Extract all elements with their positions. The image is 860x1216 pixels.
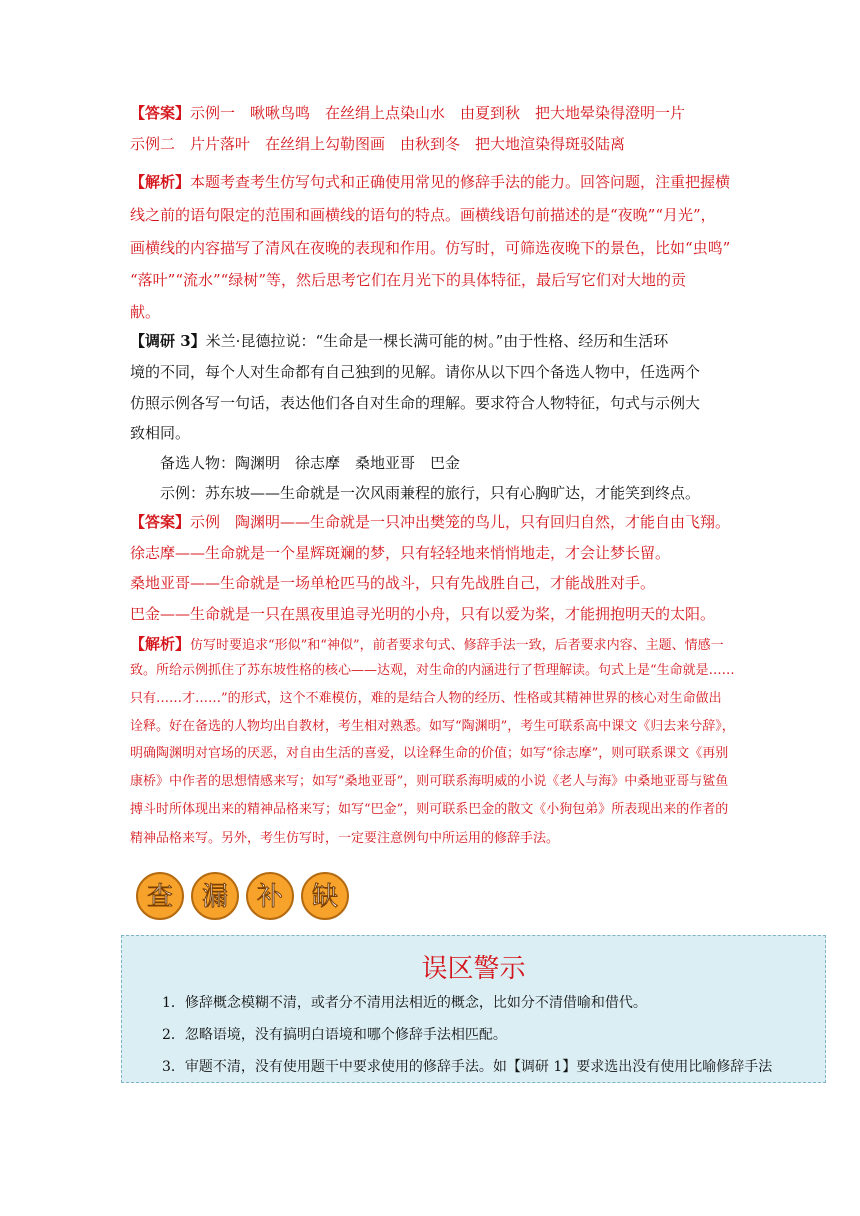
analysis1-line1: 线之前的语句限定的范围和画横线的语句的特点。画横线语句前描述的是“夜晚”“月光”， xyxy=(130,206,716,224)
svg-text:漏: 漏 xyxy=(201,882,229,912)
research3-example: 示例：苏东坡——生命就是一次风雨兼程的旅行，只有心胸旷达，才能笑到终点。 xyxy=(160,484,701,502)
analysis2-line4: 明确陶渊明对官场的厌恶，对自由生活的喜爱，以诠释生命的价值；如写“徐志摩”，则可联系课文《再别 xyxy=(130,746,729,761)
analysis1-line3: “落叶”“流水”“绿树”等，然后思考它们在月光下的具体特征，最后写它们对大地的贡 xyxy=(130,271,687,289)
warning-title: 误区警示 xyxy=(421,954,526,984)
badge-char-4 xyxy=(302,873,348,919)
analysis2-line3: 诠释。好在备选的人物均出自教材，考生相对熟悉。如写“陶渊明”，考生可联系高中课文《归去来兮辞》， xyxy=(130,719,735,734)
warning-item-1: 1．修辞概念模糊不清，或者分不清用法相近的概念，比如分不清借喻和借代。 xyxy=(162,995,647,1011)
research3-candidates: 备选人物：陶渊明 徐志摩 桑地亚哥 巴金 xyxy=(160,454,461,472)
svg-text:缺: 缺 xyxy=(311,882,339,912)
answer2-label: 【答案】 xyxy=(130,513,191,531)
research3-line0 xyxy=(130,331,668,351)
answer1-line1 xyxy=(130,103,685,123)
analysis1-text0: 本题考查考生仿写句式和正确使用常见的修辞手法的能力。回答问题，注重把握横 xyxy=(190,173,731,191)
research3-text0: 米兰·昆德拉说：“生命是一棵长满可能的树。”由于性格、经历和生活环 xyxy=(205,332,669,350)
answer-label: 【答案】 xyxy=(130,104,191,122)
analysis2-line7: 精神品格来写。另外，考生仿写时，一定要注意例句中所运用的修辞手法。 xyxy=(130,831,560,846)
analysis2-line6: 搏斗时所体现出来的精神品格来写；如写“巴金”，则可联系巴金的散文《小狗包弟》所表现出来的作者的 xyxy=(130,802,729,817)
check-gaps-badge xyxy=(130,868,360,920)
research3-label: 【调研 3】 xyxy=(130,332,206,350)
answer2-line2: 桑地亚哥——生命就是一场单枪匹马的战斗，只有先战胜自己，才能战胜对手。 xyxy=(130,574,656,592)
answer2-line3: 巴金——生命就是一只在黑夜里追寻光明的小舟，只有以爱为桨，才能拥抱明天的太阳。 xyxy=(130,605,716,623)
research3-line2: 仿照示例各写一句话，表达他们各自对生命的理解。要求符合人物特征，句式与示例大 xyxy=(130,394,701,412)
analysis2-line2: 只有……才……”的形式，这个不难模仿，难的是结合人物的经历、性格或其精神世界的核心对生命做出 xyxy=(130,691,722,706)
svg-text:补: 补 xyxy=(256,882,284,912)
warning-box xyxy=(121,935,826,1083)
analysis-label: 【解析】 xyxy=(130,173,191,191)
analysis1-line2: 画横线的内容描写了清风在夜晚的表现和作用。仿写时，可筛选夜晚下的景色，比如“虫鸣” xyxy=(130,239,731,257)
answer1-line2: 示例二 片片落叶 在丝绢上勾勒图画 由秋到冬 把大地渲染得斑驳陆离 xyxy=(130,135,626,153)
analysis1-line0 xyxy=(130,172,730,192)
answer2-line1: 徐志摩——生命就是一个星辉斑斓的梦，只有轻轻地来悄悄地走，才会让梦长留。 xyxy=(130,544,671,562)
research3-line1: 境的不同，每个人对生命都有自己独到的见解。请你从以下四个备选人物中，任选两个 xyxy=(130,363,701,381)
analysis2-line1: 致。所给示例抓住了苏东坡性格的核心——达观，对生命的内涵进行了哲理解读。句式上是“生命就是…… xyxy=(130,663,735,678)
badge-char-1 xyxy=(137,873,183,919)
badge-char-3 xyxy=(247,873,293,919)
analysis2-label: 【解析】 xyxy=(130,635,191,653)
analysis2-line5: 康桥》中作者的思想情感来写；如写“桑地亚哥”，则可联系海明威的小说《老人与海》中桑地亚哥与鲨鱼 xyxy=(130,774,729,789)
analysis1-line4: 献。 xyxy=(130,303,161,321)
badge-char-2 xyxy=(192,873,238,919)
svg-text:查: 查 xyxy=(146,882,174,912)
research3-line3: 致相同。 xyxy=(130,424,191,442)
answer2-text0: 示例 陶渊明——生命就是一只冲出樊笼的鸟儿，只有回归自然，才能自由飞翔。 xyxy=(190,513,731,531)
analysis2-line0 xyxy=(130,634,724,656)
answer1-text1: 示例一 啾啾鸟鸣 在丝绢上点染山水 由夏到秋 把大地晕染得澄明一片 xyxy=(190,104,686,122)
answer2-line0 xyxy=(130,512,730,532)
analysis2-text0: 仿写时要追求“形似”和“神似”，前者要求句式、修辞手法一致，后者要求内容、主题、情感一 xyxy=(190,638,724,653)
warning-item-3: 3．审题不清，没有使用题干中要求使用的修辞手法。如【调研 1】要求选出没有使用比喻修辞手法 xyxy=(162,1059,773,1075)
warning-item-2: 2．忽略语境，没有搞明白语境和哪个修辞手法相匹配。 xyxy=(162,1027,507,1043)
